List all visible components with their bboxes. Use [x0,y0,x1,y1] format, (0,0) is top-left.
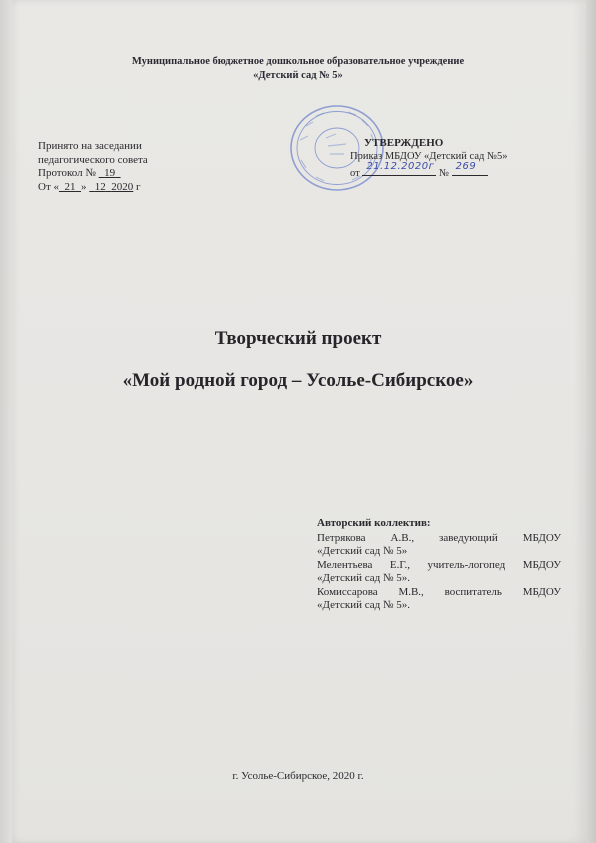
date-month: 12 [94,180,106,193]
author-line: «Детский сад № 5» [317,545,408,557]
project-kind: Творческий проект [214,328,382,349]
authors-heading: Авторский коллектив: [317,517,431,529]
protocol-line [38,167,148,181]
approved-title: УТВЕРЖДЕНО [364,137,444,149]
approved-date-line [350,163,508,180]
institution-short-name: «Детский сад № 5» [253,70,343,81]
approved-from-label: от [350,168,360,179]
date-open-quote: От « [38,180,60,193]
approved-number-handwritten: 269 [455,161,477,172]
author-line: Комиссарова М.В., воспитатель МБДОУ [317,585,561,598]
author-line: Петрякова А.В., заведующий МБДОУ [317,531,561,544]
approved-block [350,137,508,180]
project-name: «Мой родной город – Усолье-Сибирское» [122,370,474,391]
approved-date-field [362,163,436,176]
institution-name: Муниципальное бюджетное дошкольное образовательное учреждение [131,56,465,67]
author-line: «Детский сад № 5». [317,599,410,611]
accepted-date-line [38,181,148,195]
authors-block [317,517,561,613]
date-close-quote: » [81,180,87,193]
place-and-year: г. Усолье-Сибирское, 2020 г. [232,770,364,782]
date-year: 2020 [111,180,134,193]
approved-number-label: № [438,168,449,179]
accepted-line1: Принято на заседании [38,140,142,152]
protocol-number: 19 [104,167,116,179]
approved-number-field [452,163,488,176]
author-line: Мелентьева Е.Г., учитель-логопед МБДОУ [317,558,561,571]
date-suffix: г [136,180,141,193]
approved-order: Приказ МБДОУ «Детский сад №5» [350,151,508,162]
accepted-line2: педагогического совета [38,153,148,166]
approved-date-handwritten: 21.12.2020г [366,161,435,172]
date-day: 21 [64,180,76,193]
author-line: «Детский сад № 5». [317,572,410,584]
protocol-label: Протокол № [38,167,96,179]
accepted-block [38,140,148,194]
